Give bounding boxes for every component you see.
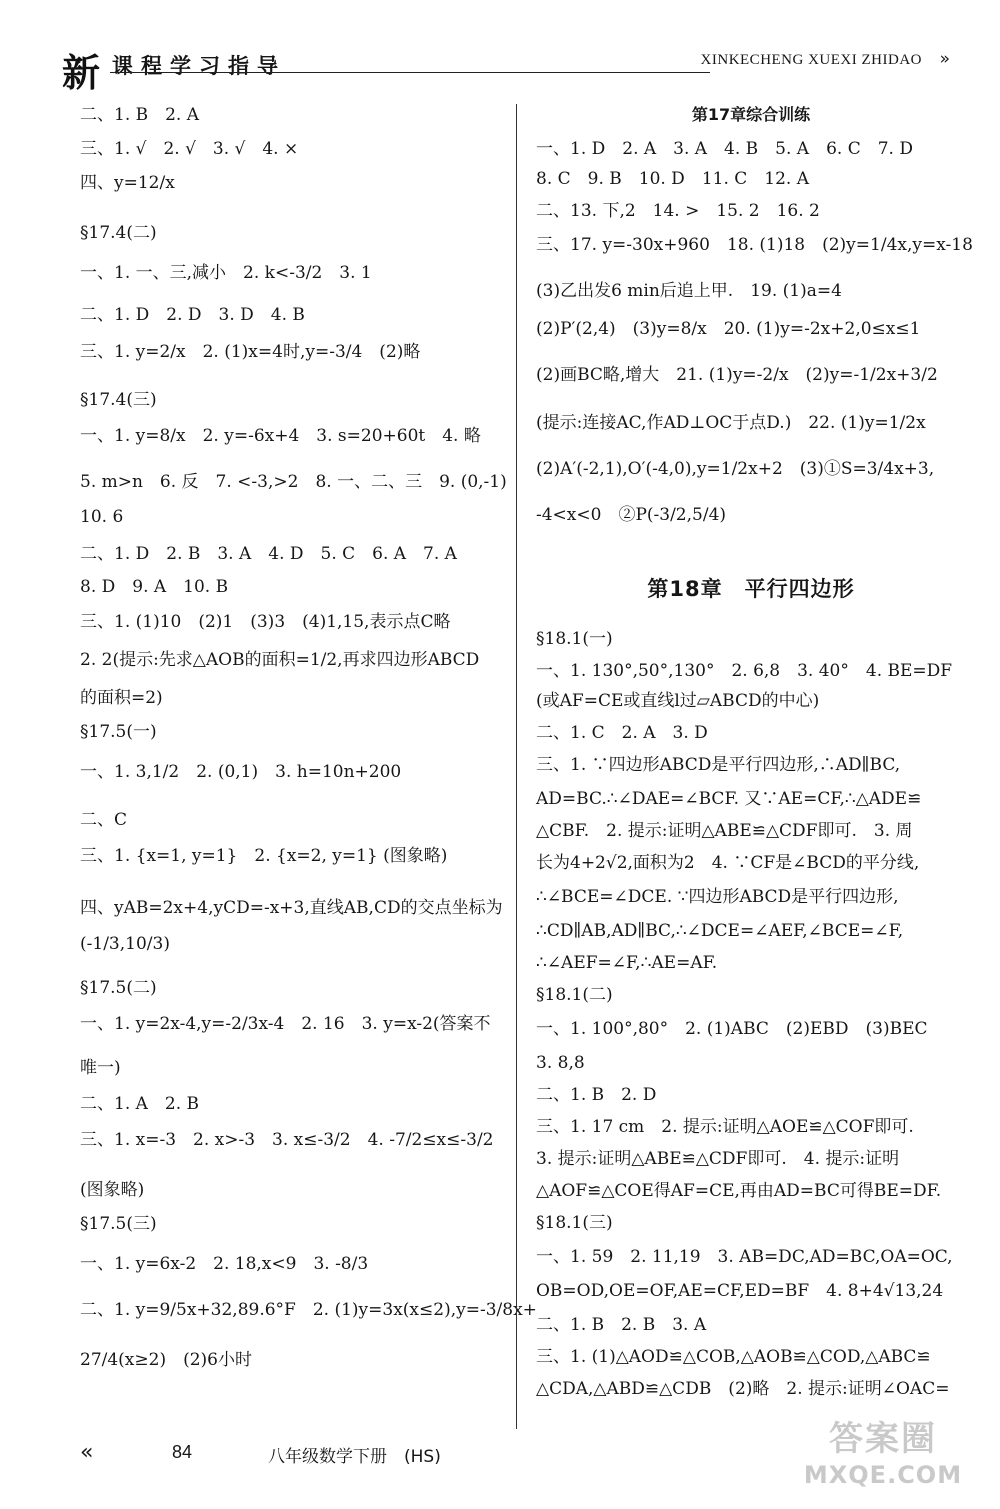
answer-line: (图象略) (80, 1180, 145, 1200)
chapter-heading: 第18章 平行四边形 (647, 577, 855, 601)
chapter-review-heading: 第17章综合训练 (691, 105, 811, 124)
answer-line: 三、1. (1)△AOD≌△COB,△AOB≌△COD,△ABC≌ (536, 1347, 931, 1367)
answer-line: 一、1. y=8/x 2. y=-6x+4 3. s=20+60t 4. 略 (80, 426, 481, 446)
answer-line: (3)乙出发6 min后追上甲. 19. (1)a=4 (536, 281, 842, 301)
answer-line: 二、C (80, 810, 128, 830)
section-label: §17.5(二) (80, 978, 157, 998)
right-column (536, 104, 973, 1410)
answer-line: 一、1. 3,1/2 2. (0,1) 3. h=10n+200 (80, 762, 402, 782)
column-divider (516, 104, 517, 1429)
answer-line: 二、1. D 2. B 3. A 4. D 5. C 6. A 7. A (80, 544, 457, 564)
answer-line: 三、1. y=2/x 2. (1)x=4时,y=-3/4 (2)略 (80, 342, 421, 362)
answer-line: OB=OD,OE=OF,AE=CF,ED=BF 4. 8+4√13,24 (536, 1281, 944, 1301)
section-label: §17.5(三) (80, 1214, 157, 1234)
section-label: §18.1(一) (536, 629, 613, 649)
answer-line: (提示:连接AC,作AD⊥OC于点D.) 22. (1)y=1/2x (536, 413, 926, 433)
answer-line: △CDA,△ABD≌△CDB (2)略 2. 提示:证明∠OAC= (536, 1379, 950, 1399)
answer-line: 一、1. D 2. A 3. A 4. B 5. A 6. C 7. D (536, 139, 913, 159)
book-name: 八年级数学下册 (HS) (268, 1447, 441, 1467)
answer-line: ∴CD∥AB,AD∥BC,∴∠DCE=∠AEF,∠BCE=∠F, (536, 921, 904, 941)
answer-line: (-1/3,10/3) (80, 934, 170, 954)
answer-line: 二、13. 下,2 14. > 15. 2 16. 2 (536, 201, 820, 221)
answer-line: 3. 提示:证明△ABE≌△CDF即可. 4. 提示:证明 (536, 1149, 900, 1169)
answer-line: 一、1. 59 2. 11,19 3. AB=DC,AD=BC,OA=OC, (536, 1247, 953, 1267)
answer-line: (2)P′(2,4) (3)y=8/x 20. (1)y=-2x+2,0≤x≤1 (536, 319, 921, 339)
answer-line: 2. 2(提示:先求△AOB的面积=1/2,再求四边形ABCD (80, 650, 480, 670)
answer-line: 27/4(x≥2) (2)6小时 (80, 1350, 252, 1370)
answer-line: △AOF≌△COE得AF=CE,再由AD=BC可得BE=DF. (536, 1181, 942, 1201)
answer-line: 10. 6 (80, 507, 124, 527)
answer-line: 三、1. √ 2. √ 3. √ 4. × (80, 139, 299, 159)
answer-line: 3. 8,8 (536, 1053, 585, 1073)
page-footer (80, 1440, 680, 1470)
answer-line: 二、1. B 2. A (80, 105, 200, 125)
answer-line: 5. m>n 6. 反 7. <-3,>2 8. 一、二、三 9. (0,-1) (80, 472, 507, 492)
answer-line: 8. C 9. B 10. D 11. C 12. A (536, 169, 809, 189)
watermark-logo (788, 1417, 978, 1495)
answer-line: 一、1. 100°,80° 2. (1)ABC (2)EBD (3)BEC (536, 1019, 928, 1039)
answer-line: 一、1. 130°,50°,130° 2. 6,8 3. 40° 4. BE=DF (536, 661, 953, 681)
answer-line: 一、1. 一、三,减小 2. k<-3/2 3. 1 (80, 263, 372, 283)
answer-line: △CBF. 2. 提示:证明△ABE≌△CDF即可. 3. 周 (536, 821, 913, 841)
answer-line: 三、17. y=-30x+960 18. (1)18 (2)y=1/4x,y=x-18 (536, 235, 973, 255)
answer-line: -4<x<0 ②P(-3/2,5/4) (536, 505, 727, 525)
answer-line: 三、1. (1)10 (2)1 (3)3 (4)1,15,表示点C略 (80, 612, 451, 632)
page-header (62, 44, 962, 95)
header-rule (110, 72, 710, 73)
section-label: §18.1(二) (536, 985, 613, 1005)
answer-line: 四、y=12/x (80, 173, 175, 193)
answer-line: 一、1. y=2x-4,y=-2/3x-4 2. 16 3. y=x-2(答案不 (80, 1014, 491, 1034)
page-number: 84 (172, 1442, 193, 1462)
answer-line: AD=BC.∴∠DAE=∠BCF. 又∵AE=CF,∴△ADE≌ (536, 789, 922, 809)
answer-line: (或AF=CE或直线l过▱ABCD的中心) (536, 691, 820, 711)
section-label: §17.5(一) (80, 722, 157, 742)
answer-line: (2)画BC略,增大 21. (1)y=-2/x (2)y=-1/2x+3/2 (536, 365, 938, 385)
left-column (80, 104, 537, 1389)
book-series-title: 课程学习指导 (112, 54, 286, 78)
answer-line: 二、1. y=9/5x+32,89.6°F 2. (1)y=3x(x≤2),y=-3/8x+ (80, 1300, 537, 1320)
double-chevron-right-icon: » (939, 49, 950, 69)
watermark-url: MXQE.COM (803, 1461, 963, 1489)
answer-line: 唯一) (80, 1058, 121, 1078)
answer-line: 三、1. {x=1, y=1} 2. {x=2, y=1} (图象略) (80, 846, 448, 866)
answer-line: 二、1. B 2. D (536, 1085, 657, 1105)
answer-line: ∴∠BCE=∠DCE. ∵四边形ABCD是平行四边形, (536, 887, 899, 907)
answer-line: (2)A′(-2,1),O′(-4,0),y=1/2x+2 (3)①S=3/4x+3, (536, 459, 935, 479)
book-logo: 新 (62, 51, 101, 95)
answer-line: 8. D 9. A 10. B (80, 577, 229, 597)
watermark-cn: 答案圈 (829, 1419, 937, 1459)
double-chevron-left-icon: « (80, 1440, 94, 1465)
section-label: §18.1(三) (536, 1213, 613, 1233)
answer-line: 三、1. x=-3 2. x>-3 3. x≤-3/2 4. -7/2≤x≤-3/2 (80, 1130, 494, 1150)
section-label: §17.4(三) (80, 390, 157, 410)
answer-line: ∴∠AEF=∠F,∴AE=AF. (536, 953, 718, 973)
answer-line: 二、1. C 2. A 3. D (536, 723, 708, 743)
answer-line: 长为4+2√2,面积为2 4. ∵CF是∠BCD的平分线, (536, 853, 920, 873)
answer-line: 二、1. A 2. B (80, 1094, 200, 1114)
section-label: §17.4(二) (80, 223, 157, 243)
answer-line: 三、1. 17 cm 2. 提示:证明△AOE≌△COF即可. (536, 1117, 914, 1137)
answer-line: 二、1. D 2. D 3. D 4. B (80, 305, 305, 325)
answer-line: 三、1. ∵四边形ABCD是平行四边形,∴AD∥BC, (536, 755, 901, 775)
answer-line: 一、1. y=6x-2 2. 18,x<9 3. -8/3 (80, 1254, 369, 1274)
answer-line: 二、1. B 2. B 3. A (536, 1315, 707, 1335)
answer-line: 四、yAB=2x+4,yCD=-x+3,直线AB,CD的交点坐标为 (80, 898, 503, 918)
book-series-pinyin: XINKECHENG XUEXI ZHIDAO (700, 52, 922, 68)
answer-line: 的面积=2) (80, 688, 163, 708)
